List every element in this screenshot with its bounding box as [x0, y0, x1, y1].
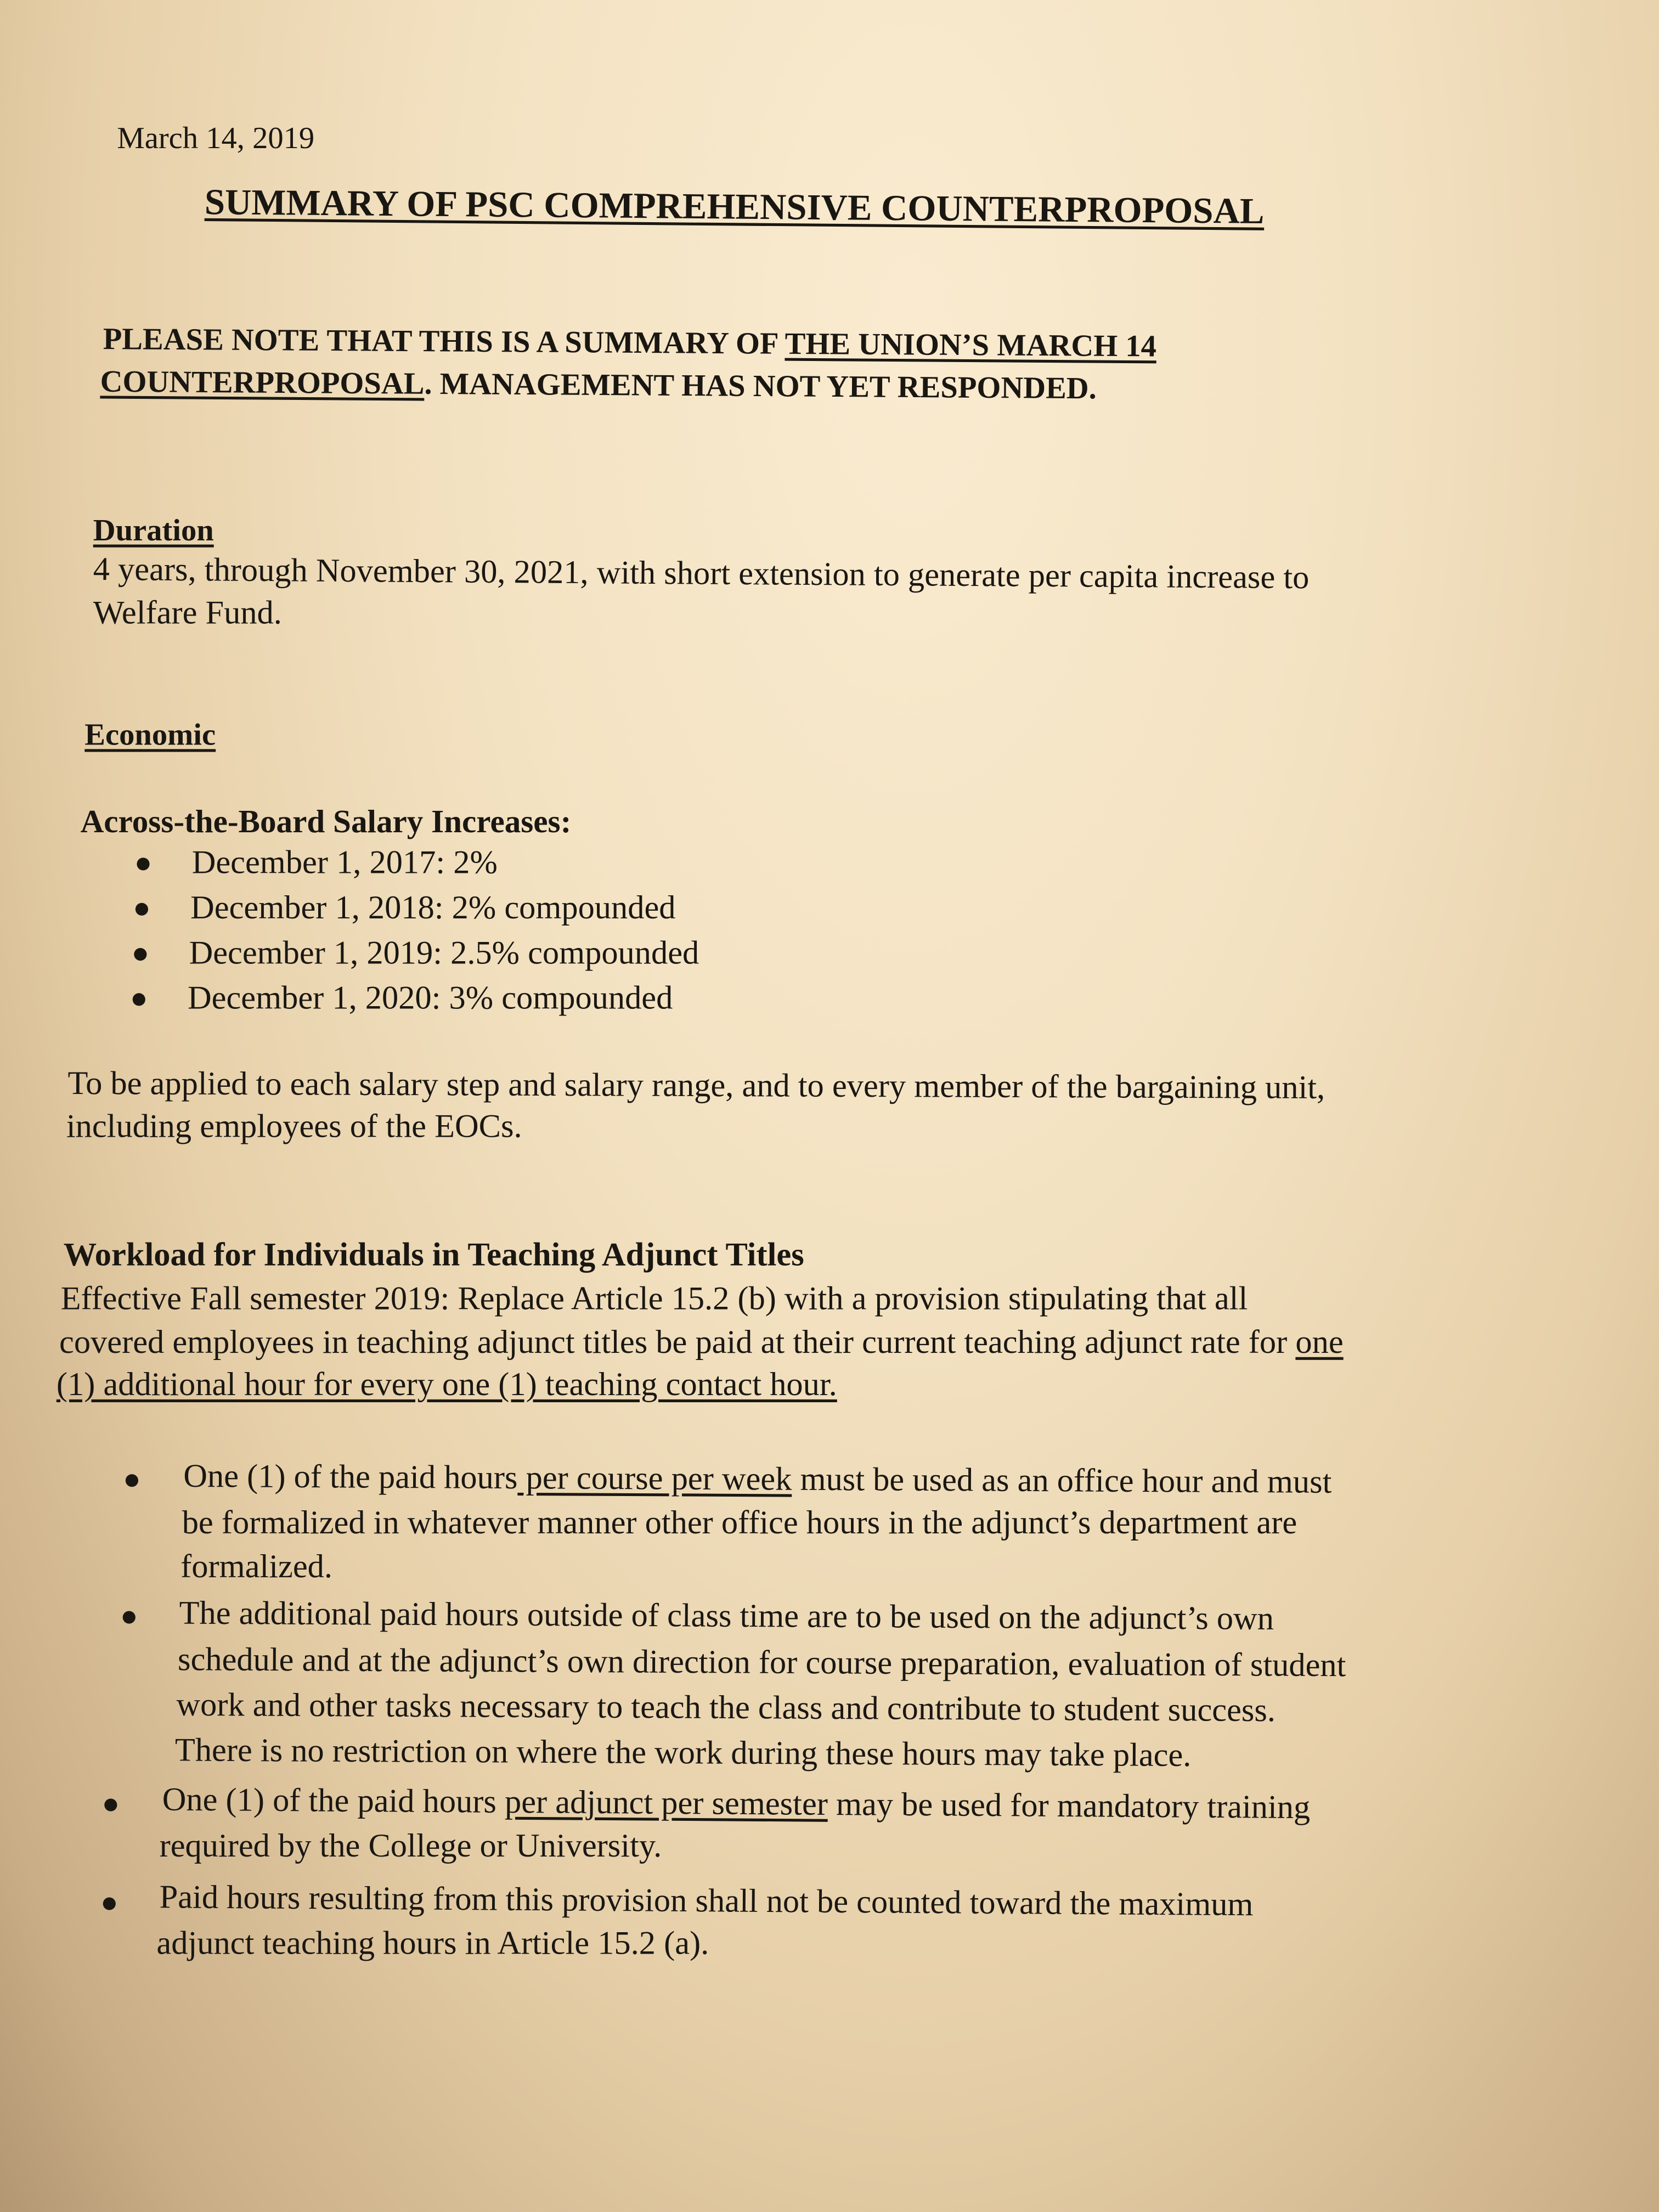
- bullet-icon: [126, 1474, 138, 1487]
- duration-text: Welfare Fund.: [93, 595, 282, 632]
- salary-subheading: Across-the-Board Salary Increases:: [80, 804, 572, 839]
- economic-heading: Economic: [84, 716, 216, 752]
- list-item: [162, 1782, 1311, 1827]
- list-item: [183, 1458, 1332, 1502]
- duration-heading: Duration: [93, 512, 214, 548]
- list-item: December 1, 2017: 2%: [191, 845, 498, 882]
- economic-paragraph: To be applied to each salary step and salary range, and to every member of the bargaining unit,: [67, 1065, 1325, 1107]
- note-text: PLEASE NOTE THAT THIS IS A SUMMARY OF: [103, 320, 785, 361]
- bullet-icon: [104, 1799, 117, 1812]
- list-item: The additional paid hours outside of class time are to be used on the adjunct’s own: [179, 1595, 1274, 1638]
- workload-text: Effective Fall semester 2019: Replace Article 15.2 (b) with a provision stipulating that all: [60, 1280, 1248, 1318]
- workload-underlined: one: [1295, 1324, 1344, 1362]
- workload-text: [59, 1324, 1344, 1362]
- workload-text-part: covered employees in teaching adjunct titles be paid at their current teaching adjunct rate for: [59, 1324, 1296, 1362]
- workload-heading: Workload for Individuals in Teaching Adjunct Titles: [63, 1237, 804, 1274]
- item-text: must be used as an office hour and must: [792, 1462, 1332, 1502]
- list-item: December 1, 2020: 3% compounded: [187, 980, 673, 1017]
- date: March 14, 2019: [117, 120, 315, 155]
- list-item: December 1, 2018: 2% compounded: [190, 890, 676, 927]
- item-text: may be used for mandatory training: [827, 1786, 1311, 1827]
- list-item-text: work and other tasks necessary to teach the class and contribute to student success.: [176, 1687, 1276, 1730]
- list-item-text: schedule and at the adjunct’s own direction for course preparation, evaluation of student: [177, 1641, 1346, 1685]
- note-line-1: [103, 320, 1157, 364]
- list-item-text: required by the College or University.: [159, 1828, 662, 1865]
- list-item: December 1, 2019: 2.5% compounded: [189, 935, 699, 972]
- list-item-text: adjunct teaching hours in Article 15.2 (a).: [156, 1925, 709, 1962]
- bullet-icon: [133, 993, 145, 1006]
- duration-text: 4 years, through November 30, 2021, with short extension to generate per capita increase to: [93, 551, 1310, 597]
- note-underlined: COUNTERPROPOSAL: [100, 363, 425, 401]
- bullet-icon: [136, 903, 148, 916]
- item-underlined: per course per week: [517, 1460, 792, 1499]
- list-item-text: There is no restriction on where the work during these hours may take place.: [174, 1732, 1192, 1775]
- note-text: . MANAGEMENT HAS NOT YET RESPONDED.: [424, 365, 1097, 406]
- note-underlined: THE UNION’S MARCH 14: [785, 325, 1157, 364]
- item-text: One (1) of the paid hours: [162, 1782, 505, 1821]
- page-title: SUMMARY OF PSC COMPREHENSIVE COUNTERPROPOSAL: [204, 181, 1265, 232]
- economic-paragraph: including employees of the EOCs.: [66, 1109, 522, 1146]
- workload-underlined: (1) additional hour for every one (1) teaching contact hour.: [56, 1367, 837, 1404]
- list-item-text: be formalized in whatever manner other office hours in the adjunct’s department are: [182, 1505, 1297, 1542]
- list-item: Paid hours resulting from this provision shall not be counted toward the maximum: [159, 1879, 1254, 1924]
- bullet-icon: [134, 948, 146, 961]
- item-underlined: per adjunct per semester: [504, 1784, 828, 1824]
- note-line-2: [100, 363, 1097, 406]
- bullet-icon: [123, 1611, 136, 1624]
- item-text: One (1) of the paid hours: [183, 1458, 518, 1497]
- list-item-text: formalized.: [180, 1549, 332, 1586]
- bullet-icon: [137, 857, 149, 870]
- bullet-icon: [103, 1898, 116, 1910]
